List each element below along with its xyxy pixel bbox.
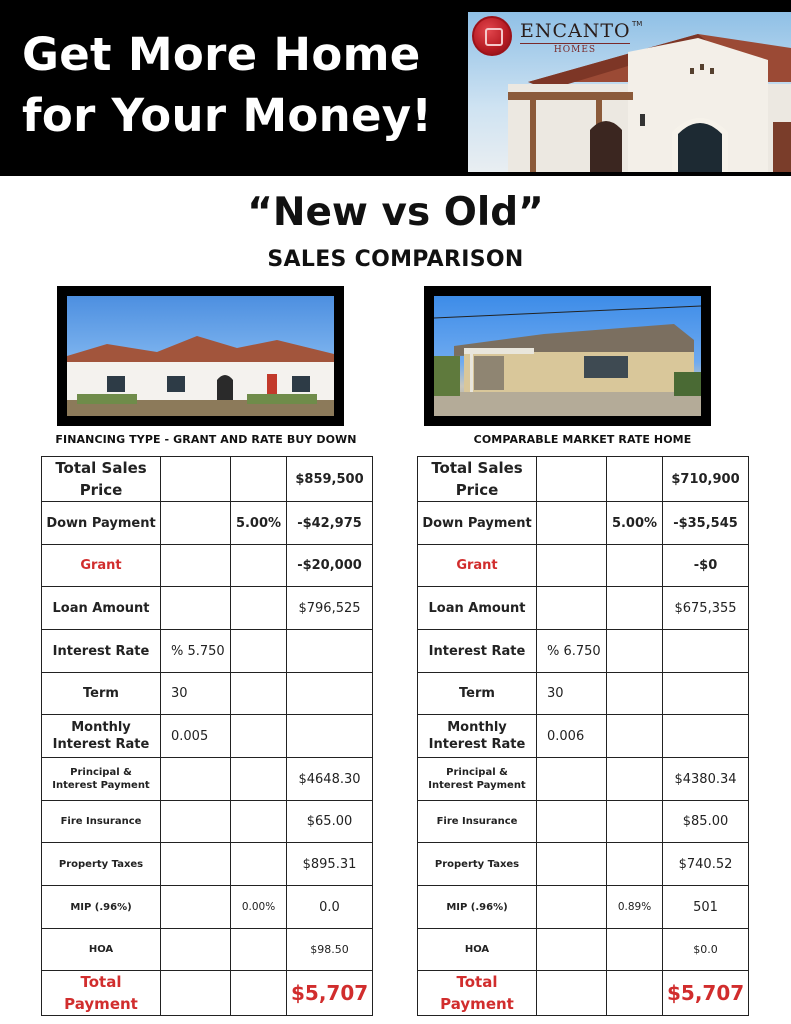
page-title: “New vs Old” — [247, 190, 544, 235]
row-cell: 0.006 — [537, 715, 607, 758]
row-cell: 5.00% — [607, 502, 663, 545]
total-payment-value: $5,707 — [663, 971, 749, 1016]
table-row — [42, 630, 373, 673]
row-label: Principal & Interest Payment — [418, 758, 537, 801]
row-value: $0.0 — [663, 929, 749, 971]
table-row — [42, 673, 373, 715]
row-value: $65.00 — [287, 801, 373, 843]
table-row — [418, 801, 749, 843]
table-row — [42, 843, 373, 886]
headline-line-1: Get More Home — [22, 28, 421, 81]
row-label: Principal & Interest Payment — [42, 758, 161, 801]
row-cell: 0.89% — [607, 886, 663, 929]
row-cell — [231, 630, 287, 673]
row-value: $675,355 — [663, 587, 749, 630]
row-label: Fire Insurance — [418, 801, 537, 843]
row-label: MIP (.96%) — [42, 886, 161, 929]
comparable-home-photo — [434, 296, 701, 416]
row-cell — [607, 545, 663, 587]
row-cell — [231, 587, 287, 630]
row-label: Total Sales Price — [42, 457, 161, 502]
table-row — [418, 758, 749, 801]
table-row — [42, 971, 373, 1016]
table-row — [418, 886, 749, 929]
row-cell — [607, 843, 663, 886]
row-cell — [161, 758, 231, 801]
row-cell — [231, 929, 287, 971]
row-value: -$42,975 — [287, 502, 373, 545]
row-cell — [161, 971, 231, 1016]
brand-trademark: TM — [632, 20, 643, 28]
row-label: Monthly Interest Rate — [418, 715, 537, 758]
row-value: $710,900 — [663, 457, 749, 502]
table-row — [42, 929, 373, 971]
total-payment-label: Total Payment — [418, 971, 537, 1016]
row-label: Property Taxes — [418, 843, 537, 886]
row-cell: 5.00% — [231, 502, 287, 545]
row-cell: 30 — [537, 673, 607, 715]
row-cell — [537, 929, 607, 971]
row-value — [663, 715, 749, 758]
table-row — [42, 545, 373, 587]
table-row — [418, 843, 749, 886]
row-cell — [231, 843, 287, 886]
row-label: Loan Amount — [418, 587, 537, 630]
row-label: Fire Insurance — [42, 801, 161, 843]
row-label: HOA — [42, 929, 161, 971]
row-cell: 30 — [161, 673, 231, 715]
new-home-comparison-table — [41, 456, 373, 1016]
table-row — [418, 457, 749, 502]
brand-divider — [520, 43, 630, 44]
row-cell — [537, 801, 607, 843]
row-cell — [607, 457, 663, 502]
headline — [22, 24, 462, 146]
row-value — [287, 630, 373, 673]
table-row — [418, 502, 749, 545]
encanto-homes-logo — [468, 12, 643, 64]
row-cell — [161, 587, 231, 630]
row-value: $859,500 — [287, 457, 373, 502]
row-value — [287, 673, 373, 715]
table-row — [42, 758, 373, 801]
table-row — [418, 630, 749, 673]
right-caption: COMPARABLE MARKET RATE HOME — [473, 433, 692, 446]
headline-line-2: for Your Money! — [22, 89, 433, 142]
row-cell — [537, 545, 607, 587]
table-row — [418, 545, 749, 587]
row-value — [663, 630, 749, 673]
row-label: Interest Rate — [42, 630, 161, 673]
row-value: -$35,545 — [663, 502, 749, 545]
row-label: HOA — [418, 929, 537, 971]
comparable-home-comparison-table — [417, 456, 749, 1016]
row-cell — [231, 715, 287, 758]
row-label: Grant — [42, 545, 161, 587]
table-row — [42, 587, 373, 630]
row-label: Monthly Interest Rate — [42, 715, 161, 758]
row-label: Loan Amount — [42, 587, 161, 630]
total-payment-value: $5,707 — [287, 971, 373, 1016]
row-value: 501 — [663, 886, 749, 929]
row-cell — [537, 971, 607, 1016]
row-value: $895.31 — [287, 843, 373, 886]
row-cell: 0.00% — [231, 886, 287, 929]
row-label: Term — [42, 673, 161, 715]
table-row — [42, 886, 373, 929]
row-value: -$0 — [663, 545, 749, 587]
comparable-home-photo-frame — [424, 286, 711, 426]
table-row — [418, 715, 749, 758]
brand-subtitle: HOMES — [553, 45, 597, 55]
row-cell — [537, 587, 607, 630]
total-payment-label: Total Payment — [42, 971, 161, 1016]
page-subtitle: SALES COMPARISON — [267, 247, 524, 272]
table-row — [42, 801, 373, 843]
row-cell — [537, 886, 607, 929]
row-cell — [231, 801, 287, 843]
brand-name: ENCANTO — [520, 20, 631, 42]
row-label: Term — [418, 673, 537, 715]
row-value: -$20,000 — [287, 545, 373, 587]
row-label: Down Payment — [418, 502, 537, 545]
row-cell — [231, 457, 287, 502]
row-cell — [161, 886, 231, 929]
row-label: Interest Rate — [418, 630, 537, 673]
row-cell: % 5.750 — [161, 630, 231, 673]
seal-icon — [472, 16, 512, 56]
row-cell — [607, 630, 663, 673]
row-cell — [537, 843, 607, 886]
row-cell — [161, 929, 231, 971]
row-cell — [161, 545, 231, 587]
row-cell — [161, 457, 231, 502]
table-row — [418, 673, 749, 715]
row-value — [663, 673, 749, 715]
row-cell — [231, 971, 287, 1016]
row-cell: % 6.750 — [537, 630, 607, 673]
row-cell — [161, 502, 231, 545]
row-label: Grant — [418, 545, 537, 587]
new-home-photo-frame — [57, 286, 344, 426]
row-cell — [161, 843, 231, 886]
row-value: $4648.30 — [287, 758, 373, 801]
row-cell: 0.005 — [161, 715, 231, 758]
row-cell — [607, 929, 663, 971]
table-row — [418, 971, 749, 1016]
row-label: Down Payment — [42, 502, 161, 545]
row-cell — [231, 545, 287, 587]
table-row — [42, 457, 373, 502]
row-value: $740.52 — [663, 843, 749, 886]
table-row — [418, 587, 749, 630]
new-home-photo — [67, 296, 334, 416]
row-cell — [537, 758, 607, 801]
row-value: $85.00 — [663, 801, 749, 843]
row-value: $796,525 — [287, 587, 373, 630]
row-cell — [607, 587, 663, 630]
row-label: MIP (.96%) — [418, 886, 537, 929]
row-value: $98.50 — [287, 929, 373, 971]
row-label: Total Sales Price — [418, 457, 537, 502]
row-cell — [607, 801, 663, 843]
row-value: 0.0 — [287, 886, 373, 929]
table-row — [418, 929, 749, 971]
row-label: Property Taxes — [42, 843, 161, 886]
row-cell — [607, 971, 663, 1016]
row-cell — [161, 801, 231, 843]
row-cell — [231, 673, 287, 715]
row-cell — [607, 673, 663, 715]
row-cell — [231, 758, 287, 801]
row-value: $4380.34 — [663, 758, 749, 801]
table-row — [42, 502, 373, 545]
row-cell — [537, 502, 607, 545]
left-caption: FINANCING TYPE - GRANT AND RATE BUY DOWN — [55, 433, 357, 446]
row-cell — [537, 457, 607, 502]
row-cell — [607, 758, 663, 801]
row-value — [287, 715, 373, 758]
table-row — [42, 715, 373, 758]
row-cell — [607, 715, 663, 758]
